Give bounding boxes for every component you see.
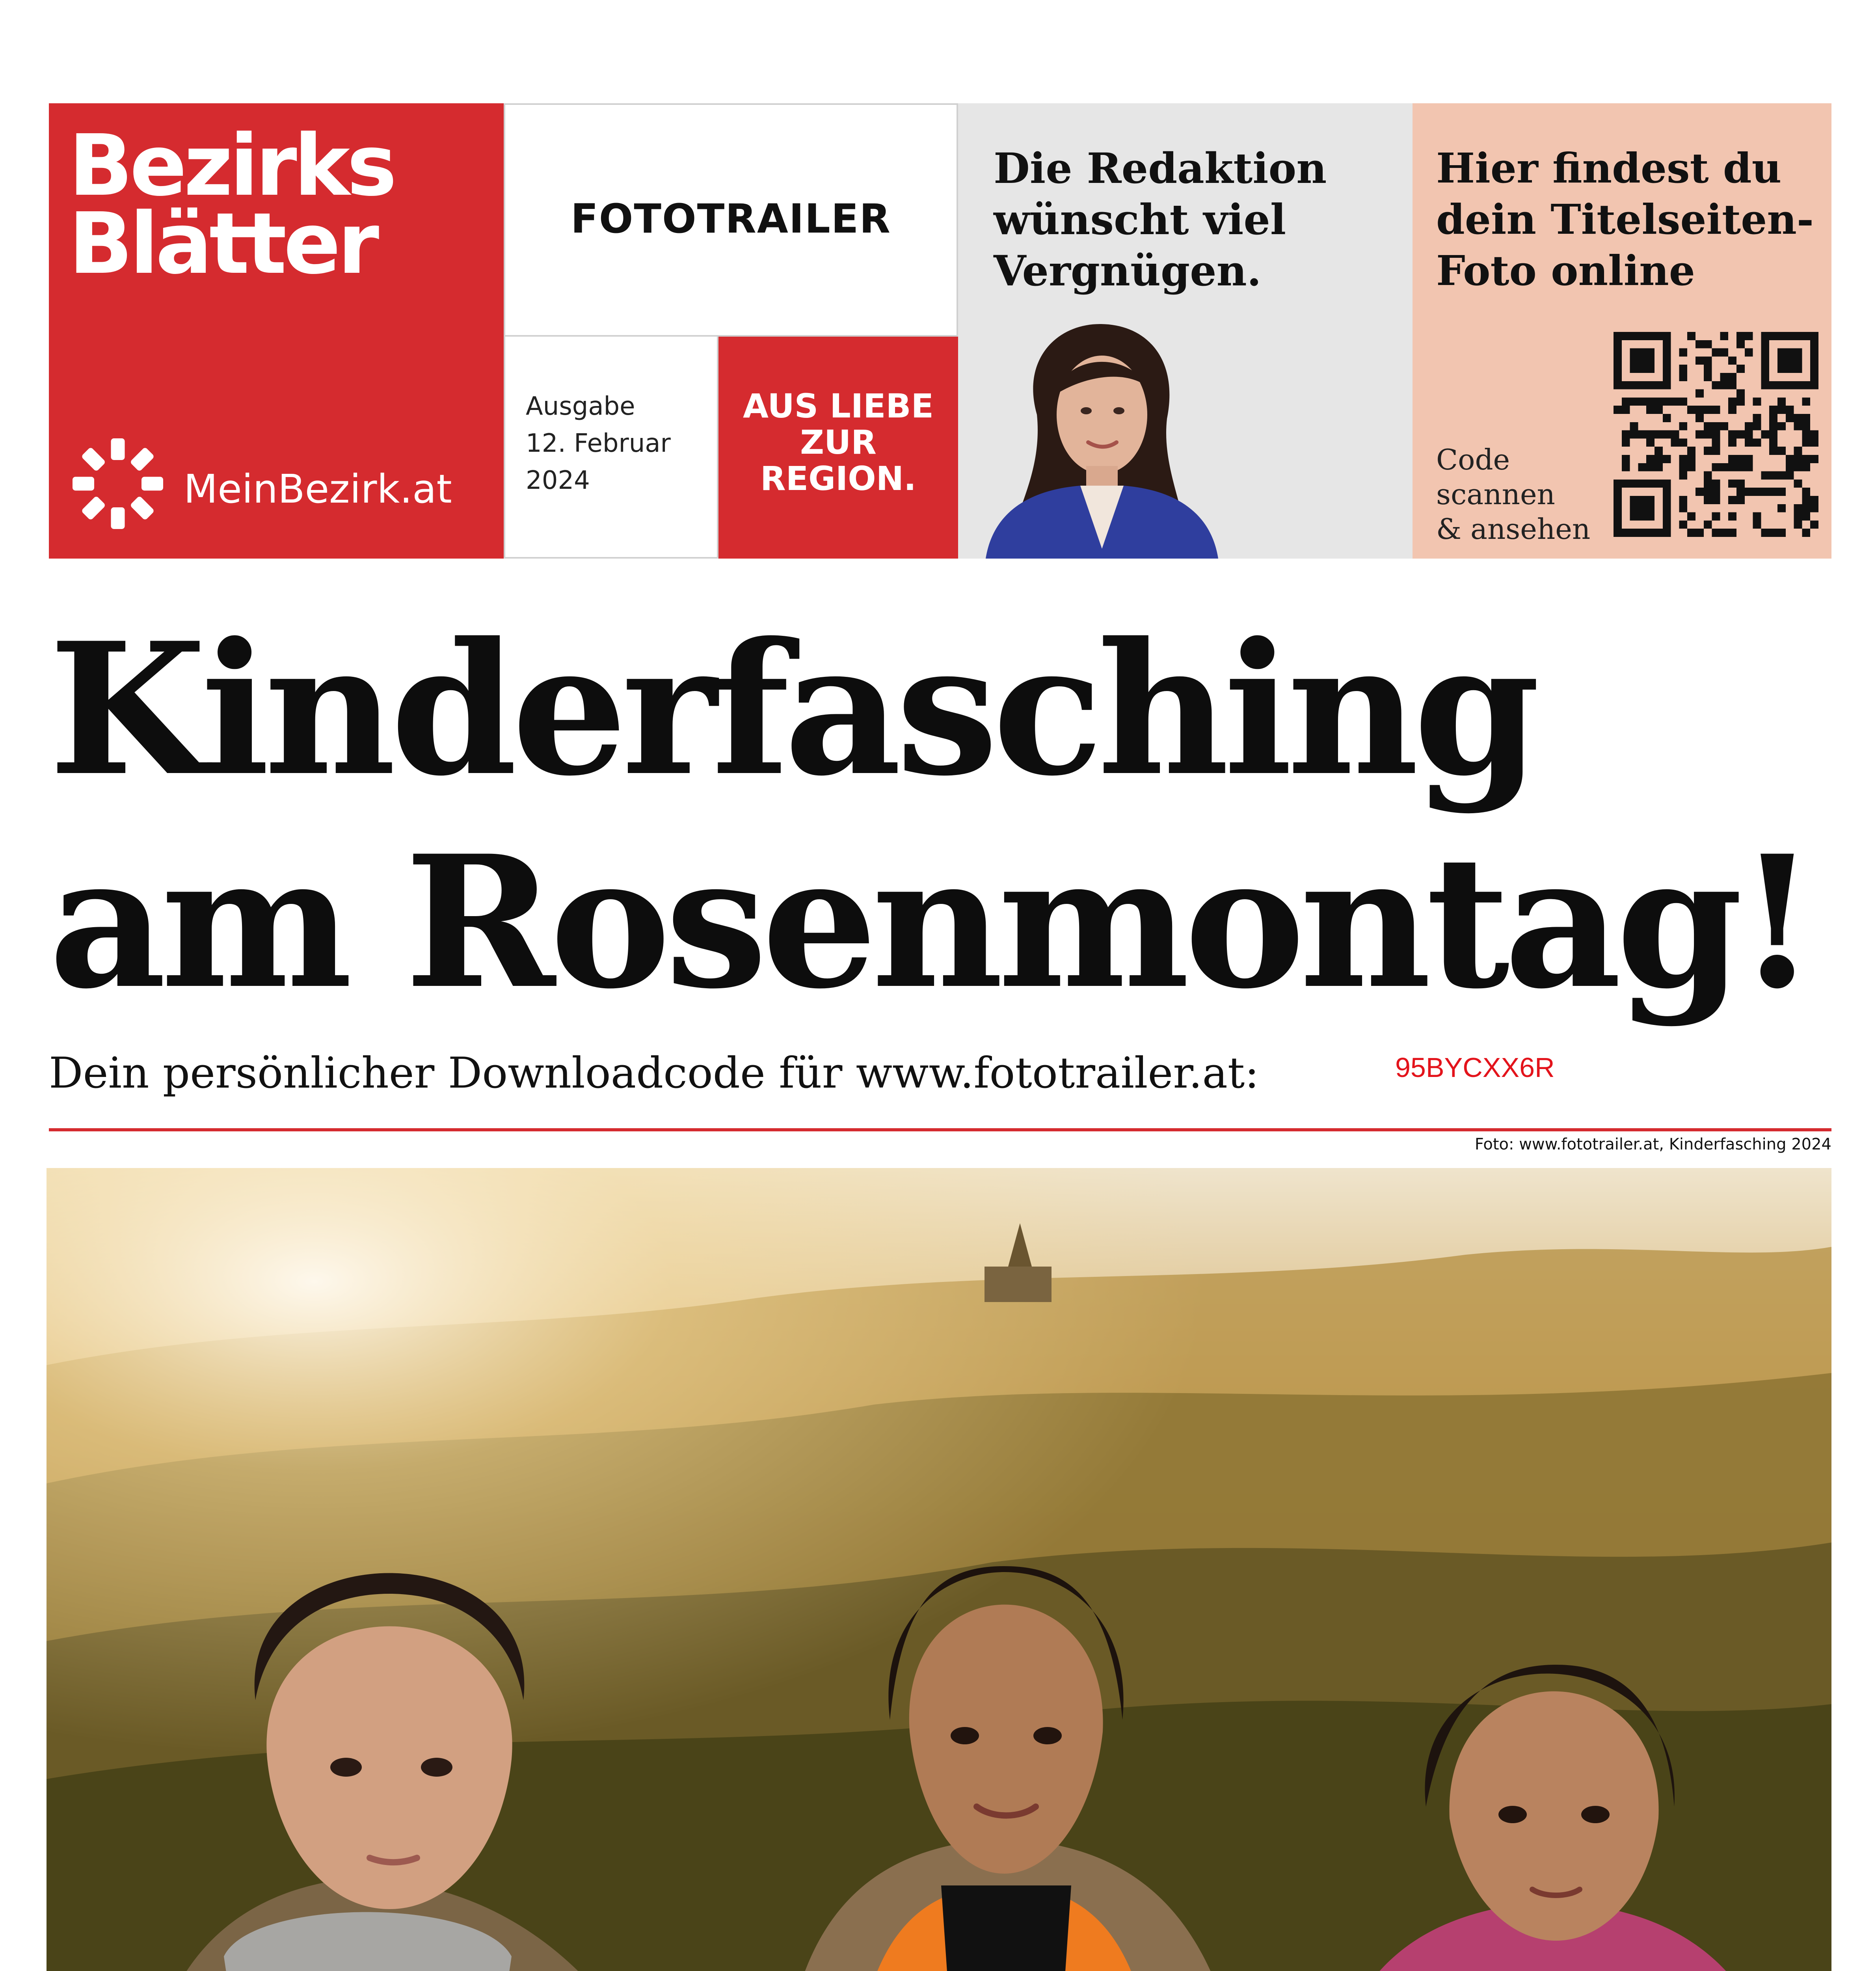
- issue-year: 2024: [526, 466, 590, 495]
- issue-date: 12. Februar: [526, 429, 671, 458]
- qr-panel: [1413, 103, 1831, 559]
- headline-line1: Kinderfasching: [49, 603, 1535, 816]
- brand-panel: [49, 103, 504, 559]
- meinbezirk-sun-icon: [69, 434, 167, 533]
- qr-headline-line3: Foto online: [1436, 246, 1695, 295]
- brand-logo: [69, 117, 394, 293]
- brand-name-line1: Bezirks: [69, 117, 394, 215]
- section-label: FOTOTRAILER: [571, 196, 891, 242]
- headline-line2: am Rosenmontag!: [49, 816, 1812, 1029]
- slogan: [718, 388, 958, 497]
- download-code: 95BYCXX6R: [1395, 1052, 1555, 1083]
- slogan-box: [718, 337, 958, 559]
- qr-headline-line1: Hier findest du: [1436, 144, 1782, 192]
- issue-label: Ausgabe: [526, 392, 635, 421]
- editor-greeting-line2: wünscht viel: [994, 195, 1286, 244]
- main-photo: [47, 1168, 1831, 1971]
- editor-greeting: [994, 143, 1327, 296]
- qr-caption-line1: Code: [1436, 443, 1510, 476]
- issue-info: [526, 388, 671, 499]
- slogan-line3: REGION.: [760, 459, 916, 498]
- masthead: [49, 103, 1831, 559]
- qr-caption-line2: scannen: [1436, 478, 1555, 511]
- slogan-line1: AUS LIEBE: [743, 387, 934, 425]
- section-box: [504, 103, 958, 337]
- brand-name-line2: Blätter: [69, 195, 376, 293]
- editor-panel: [958, 103, 1413, 559]
- qr-code-icon[interactable]: [1614, 332, 1818, 537]
- editor-greeting-line3: Vergnügen.: [994, 246, 1262, 295]
- headline: [49, 603, 1811, 1029]
- download-text: Dein persönlicher Downloadcode für www.fototrailer.at:: [49, 1049, 1259, 1098]
- qr-caption: [1436, 442, 1590, 546]
- divider: [49, 1128, 1831, 1131]
- photo-credit: Foto: www.fototrailer.at, Kinderfasching 2024: [1474, 1135, 1831, 1153]
- editor-greeting-line1: Die Redaktion: [994, 143, 1327, 193]
- meinbezirk-link[interactable]: MeinBezirk.at: [184, 466, 452, 512]
- qr-caption-line3: & ansehen: [1436, 512, 1591, 546]
- editor-portrait: [962, 312, 1238, 559]
- qr-headline: [1436, 143, 1814, 296]
- issue-box: [504, 337, 718, 559]
- qr-headline-line2: dein Titelseiten-: [1436, 195, 1814, 244]
- slogan-line2: ZUR: [800, 423, 877, 462]
